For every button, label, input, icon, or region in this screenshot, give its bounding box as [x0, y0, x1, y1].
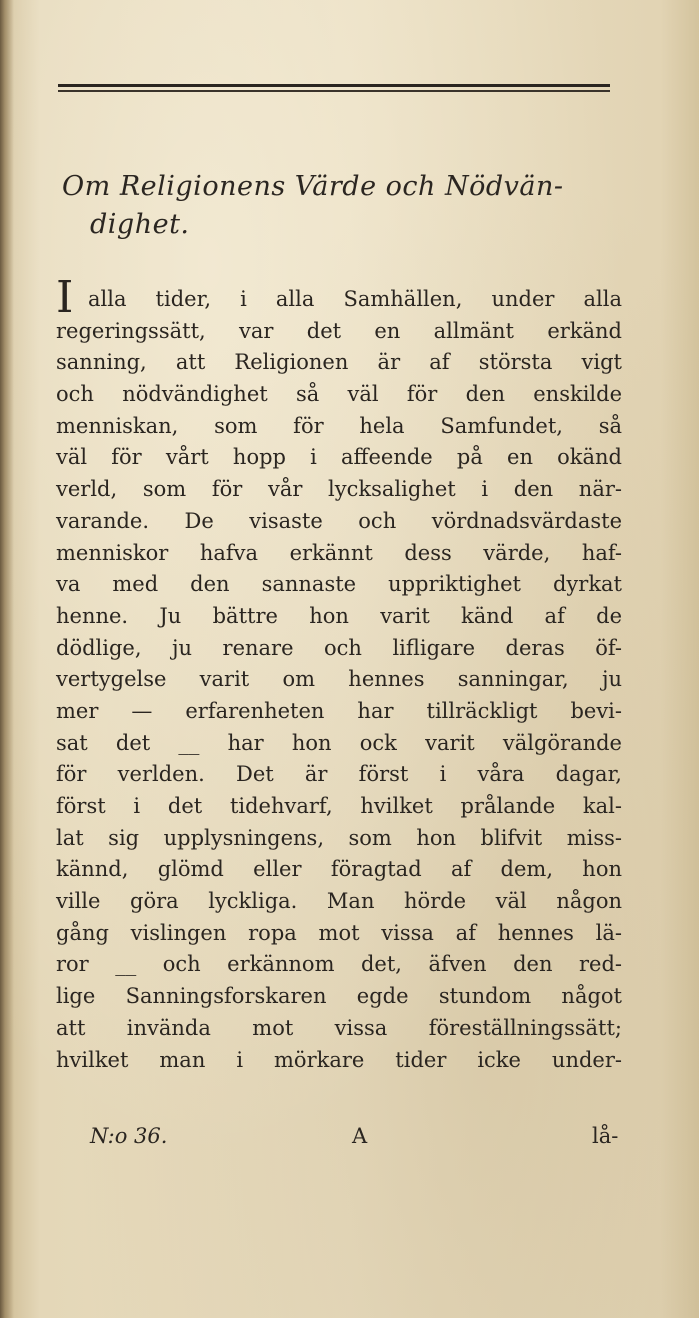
rule-thin — [58, 90, 610, 92]
text-line: alla tider, i alla Samhällen, under alla — [88, 287, 622, 311]
article-title — [62, 168, 642, 244]
text-line: och nödvändighet så väl för den enskilde — [56, 382, 622, 407]
text-line: kännd, glömd eller föragtad af dem, hon — [56, 857, 622, 882]
text-line: lige Sanningsforskaren egde stundom något — [56, 984, 622, 1009]
text-line: regeringssätt, var det en allmänt erkänd — [56, 318, 622, 343]
text-line: menniskor hafva erkännt dess värde, haf- — [56, 540, 622, 565]
rule-thick — [58, 84, 610, 87]
article-title-line-2: dighet. — [90, 209, 190, 240]
text-line: lat sig upplysningens, som hon blifvit miss- — [56, 825, 622, 850]
text-line: sanning, att Religionen är af största vigt — [56, 350, 622, 375]
signature-mark: A — [352, 1124, 368, 1148]
text-line: hvilket man i mörkare tider icke under- — [56, 1047, 622, 1072]
page-footer — [90, 1124, 630, 1158]
text-line: ville göra lyckliga. Man hörde väl någon — [56, 889, 622, 914]
body-paragraph — [56, 284, 622, 1076]
header-double-rule — [58, 84, 610, 94]
catchword: lå- — [592, 1124, 619, 1148]
text-line: sat det __ har hon ock varit välgörande — [56, 730, 622, 755]
text-line: för verlden. Det är först i våra dagar, — [56, 762, 622, 787]
text-line: mer — erfarenheten har tillräckligt bevi- — [56, 698, 622, 723]
text-line: gång vislingen ropa mot vissa af hennes lä- — [56, 920, 622, 945]
text-line: att invända mot vissa föreställningssätt; — [56, 1015, 622, 1040]
text-line: väl för vårt hopp i affeende på en okänd — [56, 445, 622, 470]
page-binding-edge — [0, 0, 14, 1318]
text-line: menniskan, som för hela Samfundet, så — [56, 413, 622, 438]
text-line: va med den sannaste uppriktighet dyrkat — [56, 572, 622, 597]
text-line: vertygelse varit om hennes sanningar, ju — [56, 667, 622, 692]
text-line: ror __ och erkännom det, äfven den red- — [56, 952, 622, 977]
article-title-line-1: Om Religionens Värde och Nödvän- — [62, 171, 564, 202]
text-line: varande. De visaste och vördnadsvärdaste — [56, 508, 622, 533]
text-line: henne. Ju bättre hon varit känd af de — [56, 603, 622, 628]
issue-signature: N:o 36. — [90, 1124, 168, 1148]
text-line: dödlige, ju renare och lifligare deras öf- — [56, 635, 622, 660]
text-line: först i det tidehvarf, hvilket prålande kal- — [56, 794, 622, 818]
text-line: verld, som för vår lycksalighet i den när- — [56, 477, 622, 502]
drop-cap-initial: I — [56, 272, 74, 323]
